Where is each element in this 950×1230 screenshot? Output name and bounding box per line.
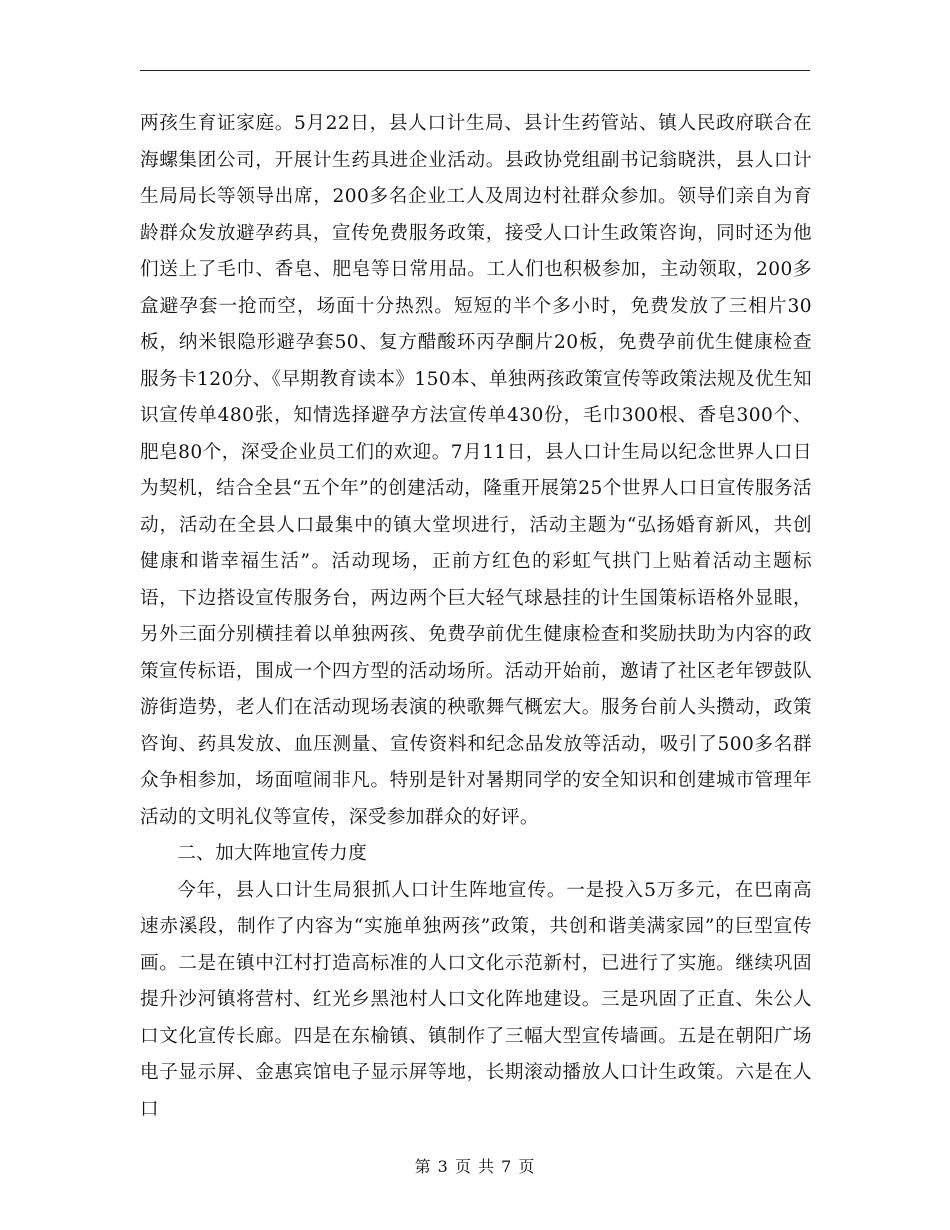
section-paragraph: 今年，县人口计生局狠抓人口计生阵地宣传。一是投入5万多元，在巴南高速赤溪段，制作了内容为“实施单独两孩”政策，共创和谐美满家园”的巨型宣传画。二是在镇中江村打造高标准的人口文化示范新村，已进行了实施。继续巩固提升沙河镇将营村、红光乡黑池村人口文化阵地建设。三是巩固了正直、朱公人口文化宣传长廊。四是在东榆镇、镇制作了三幅大型宣传墙画。五是在朝阳广场电子显示屏、金惠宾馆电子显示屏等地，长期滚动播放人口计生政策。六是在人口: [140, 879, 812, 1120]
page-number-footer: 第 3 页 共 7 页: [414, 1157, 536, 1176]
document-body: [140, 106, 812, 1128]
header-rule: [140, 70, 810, 71]
section-heading: 二、加大阵地宣传力度: [177, 843, 368, 864]
body-paragraph: 两孩生育证家庭。5月22日，县人口计生局、县计生药管站、镇人民政府联合在海螺集团公司，开展计生药具进企业活动。县政协党组副书记翁晓洪，县人口计生局局长等领导出席，200多名企业工人及周边村社群众参加。领导们亲自为育龄群众发放避孕药具，宣传免费服务政策，接受人口计生政策咨询，同时还为他们送上了毛巾、香皂、肥皂等日常用品。工人们也积极参加，主动领取，200多盒避孕套一抢而空，场面十分热烈。短短的半个多小时，免费发放了三相片30板，纳米银隐形避孕套50、复方醋酸环丙孕酮片20板，免费孕前优生健康检查服务卡120分、《早期教育读本》150本、单独两孩政策宣传等政策法规及优生知识宣传单480张，知情选择避孕方法宣传单430份，毛巾300根、香皂300个、肥皂80个，深受企业员工们的欢迎。7月11日，县人口计生局以纪念世界人口日为契机，结合全县“五个年”的创建活动，隆重开展第25个世界人口日宣传服务活动，活动在全县人口最集中的镇大堂坝进行，活动主题为“弘扬婚育新风，共创健康和谐幸福生活”。活动现场，正前方红色的彩虹气拱门上贴着活动主题标语，下边搭设宣传服务台，两边两个巨大轻气球悬挂的计生国策标语格外显眼，另外三面分别横挂着以单独两孩、免费孕前优生健康检查和奖励扶助为内容的政策宣传标语，围成一个四方型的活动场所。活动开始前，邀请了社区老年锣鼓队游街造势，老人们在活动现场表演的秧歌舞气概宏大。服务台前人头攒动，政策咨询、药具发放、血压测量、宣传资料和纪念品发放等活动，吸引了500多名群众争相参加，场面喧闹非凡。特别是针对暑期同学的安全知识和创建城市管理年活动的文明礼仪等宣传，深受参加群众的好评。: [140, 113, 812, 828]
